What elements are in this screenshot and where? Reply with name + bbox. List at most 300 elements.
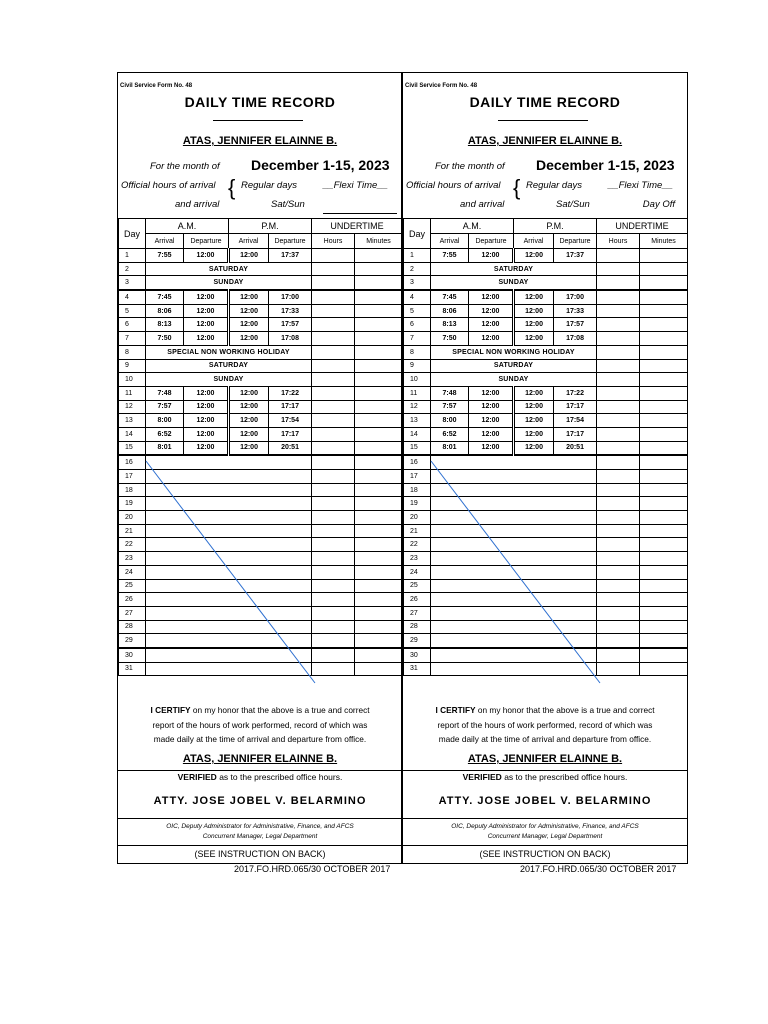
ut-minutes [640,400,688,414]
pm-arrival: 12:00 [514,400,554,414]
time-record-table [403,218,688,676]
pm-arrival: 12:00 [514,318,554,332]
table-row [119,249,403,263]
certify-bold: I CERTIFY [435,705,476,715]
day-number: 22 [404,538,431,552]
dtr-form-right [402,72,688,864]
day-off-label: Day Off [642,199,675,210]
sat-sun-label: Sat/Sun [271,199,305,210]
empty-cell [431,483,597,497]
empty-cell [431,455,597,469]
ut-minutes [355,620,403,634]
pm-arrival: 12:00 [229,441,269,455]
approver-name: ATTY. JOSE JOBEL V. BELARMINO [438,795,652,807]
ut-hours [597,511,640,525]
empty-cell [146,538,312,552]
day-number: 17 [404,470,431,484]
am-arrival: 7:50 [431,332,469,346]
table-row [404,290,688,304]
am-arrival: 7:55 [146,249,184,263]
table-row [404,538,688,552]
day-number: 28 [119,620,146,634]
table-row [119,262,403,276]
empty-cell [146,620,312,634]
day-number: 9 [119,359,146,373]
ut-minutes [640,304,688,318]
ut-minutes [640,414,688,428]
day-number: 22 [119,538,146,552]
ut-hours [597,332,640,346]
form-code-left: 2017.FO.HRD.065/30 OCTOBER 2017 [234,864,391,874]
ut-hours [597,373,640,387]
day-number: 5 [404,304,431,318]
day-number: 27 [119,606,146,620]
am-departure: 12:00 [184,441,229,455]
day-note: SUNDAY [146,276,312,290]
table-row [404,634,688,648]
pm-departure: 17:17 [269,427,312,441]
am-departure: 12:00 [184,414,229,428]
empty-cell [431,552,597,566]
table-row [404,662,688,676]
ut-minutes [355,304,403,318]
day-number: 6 [404,318,431,332]
ut-hours [597,470,640,484]
ut-hours [597,620,640,634]
am-departure: 12:00 [184,249,229,263]
ut-hours [597,290,640,304]
empty-cell [146,593,312,607]
empty-cell [146,634,312,648]
sat-sun-label: Sat/Sun [556,199,590,210]
ut-hours [597,359,640,373]
ut-minutes [355,386,403,400]
ut-hours [597,524,640,538]
and-arrival-label: and arrival [460,199,505,210]
month-label: For the month of [150,161,220,172]
day-number: 5 [119,304,146,318]
ut-minutes [640,332,688,346]
header-day: Day [119,219,146,249]
empty-cell [431,497,597,511]
day-number: 15 [119,441,146,455]
pm-arrival: 12:00 [514,427,554,441]
am-departure: 12:00 [469,441,514,455]
ut-minutes [355,648,403,662]
ut-minutes [355,455,403,469]
ut-minutes [640,290,688,304]
header-am-departure: Departure [184,234,229,249]
ut-hours [597,345,640,359]
am-arrival: 7:57 [146,400,184,414]
ut-minutes [640,538,688,552]
certification-text [403,703,687,747]
table-row [119,332,403,346]
pm-departure: 17:00 [554,290,597,304]
am-departure: 12:00 [469,318,514,332]
day-number: 30 [119,648,146,662]
header-undertime: UNDERTIME [312,219,403,234]
ut-minutes [355,593,403,607]
divider-line [118,770,402,771]
day-number: 2 [119,262,146,276]
approver-position-line2: Concurrent Manager, Legal Department [202,833,318,840]
ut-minutes [355,511,403,525]
ut-minutes [355,606,403,620]
day-number: 6 [119,318,146,332]
table-row [404,455,688,469]
ut-hours [597,400,640,414]
table-row [119,511,403,525]
employee-signature-name: ATAS, JENNIFER ELAINNE B. [467,753,623,765]
day-number: 26 [119,593,146,607]
ut-minutes [640,511,688,525]
table-row [404,400,688,414]
am-arrival: 7:55 [431,249,469,263]
ut-hours [312,441,355,455]
ut-minutes [640,648,688,662]
header-ut-minutes: Minutes [355,234,403,249]
ut-minutes [355,359,403,373]
table-row [404,620,688,634]
pm-departure: 17:08 [269,332,312,346]
divider-line [403,845,687,846]
form-title: DAILY TIME RECORD [469,94,621,110]
ut-minutes [640,386,688,400]
ut-minutes [355,345,403,359]
certification-text [118,703,402,747]
pm-arrival: 12:00 [514,304,554,318]
pm-arrival: 12:00 [229,400,269,414]
verified-rest: as to the prescribed office hours. [501,772,628,782]
table-row [404,386,688,400]
pm-departure: 17:08 [554,332,597,346]
am-departure: 12:00 [184,290,229,304]
empty-cell [431,648,597,662]
header-pm-arrival: Arrival [514,234,554,249]
day-number: 19 [404,497,431,511]
am-departure: 12:00 [184,332,229,346]
official-hours-label: Official hours of arrival [406,180,501,191]
day-number: 11 [119,386,146,400]
day-note: SUNDAY [146,373,312,387]
day-number: 12 [119,400,146,414]
am-arrival: 7:45 [146,290,184,304]
pm-arrival: 12:00 [229,332,269,346]
am-arrival: 8:00 [431,414,469,428]
am-arrival: 7:50 [146,332,184,346]
table-row [404,414,688,428]
header-pm-arrival: Arrival [229,234,269,249]
empty-cell [431,606,597,620]
table-row [404,593,688,607]
am-departure: 12:00 [184,400,229,414]
ut-hours [312,620,355,634]
day-number: 28 [404,620,431,634]
ut-minutes [640,249,688,263]
ut-hours [597,441,640,455]
table-row [404,427,688,441]
table-row [404,497,688,511]
verified-text [118,772,402,782]
day-number: 20 [119,511,146,525]
certify-line2: report of the hours of work performed, record of which was [437,719,653,730]
instruction-note: (SEE INSTRUCTION ON BACK) [194,849,326,859]
brace-icon: { [228,175,236,200]
ut-hours [312,552,355,566]
table-row [404,552,688,566]
pm-departure: 20:51 [269,441,312,455]
table-row [404,606,688,620]
header-am-arrival: Arrival [431,234,469,249]
day-number: 21 [404,524,431,538]
pm-arrival: 12:00 [229,249,269,263]
table-row [119,414,403,428]
ut-hours [597,593,640,607]
ut-hours [312,276,355,290]
day-number: 24 [119,565,146,579]
day-number: 4 [404,290,431,304]
official-hours-label: Official hours of arrival [121,180,216,191]
empty-cell [431,511,597,525]
table-row [404,579,688,593]
day-number: 13 [119,414,146,428]
ut-minutes [640,552,688,566]
pm-departure: 17:00 [269,290,312,304]
table-row [119,565,403,579]
table-row [119,304,403,318]
table-row [404,249,688,263]
header-pm: P.M. [229,219,312,234]
ut-hours [312,648,355,662]
month-label: For the month of [435,161,505,172]
day-note: SUNDAY [431,373,597,387]
approver-position [403,822,687,842]
header-am: A.M. [431,219,514,234]
day-note: SATURDAY [146,359,312,373]
ut-hours [312,262,355,276]
table-row [404,262,688,276]
ut-minutes [355,470,403,484]
header-ut-minutes: Minutes [640,234,688,249]
empty-cell [146,648,312,662]
table-row [119,470,403,484]
ut-hours [312,332,355,346]
empty-cell [431,593,597,607]
ut-minutes [640,483,688,497]
table-row [119,276,403,290]
table-row [404,483,688,497]
ut-minutes [640,318,688,332]
day-number: 31 [404,662,431,676]
ut-minutes [640,373,688,387]
ut-minutes [355,332,403,346]
csf-label: Civil Service Form No. 48 [120,83,193,89]
am-departure: 12:00 [469,400,514,414]
table-row [404,304,688,318]
ut-minutes [355,373,403,387]
am-departure: 12:00 [469,332,514,346]
divider-line [118,845,402,846]
day-number: 4 [119,290,146,304]
ut-minutes [355,538,403,552]
day-number: 11 [404,386,431,400]
table-row [119,455,403,469]
day-number: 14 [404,427,431,441]
ut-hours [312,634,355,648]
table-row [119,662,403,676]
and-arrival-label: and arrival [175,199,220,210]
ut-minutes [355,262,403,276]
ut-hours [312,593,355,607]
verified-rest: as to the prescribed office hours. [216,772,343,782]
table-row [119,593,403,607]
empty-cell [431,538,597,552]
certify-line2: report of the hours of work performed, record of which was [152,719,368,730]
pm-arrival: 12:00 [514,386,554,400]
am-arrival: 7:48 [146,386,184,400]
day-number: 2 [404,262,431,276]
month-value: December 1-15, 2023 [536,157,675,173]
am-arrival: 7:57 [431,400,469,414]
ut-minutes [355,552,403,566]
certify-line3: made daily at the time of arrival and departure from office. [438,734,652,744]
ut-hours [312,427,355,441]
instruction-note: (SEE INSTRUCTION ON BACK) [479,849,611,859]
empty-cell [146,606,312,620]
am-arrival: 6:52 [146,427,184,441]
am-arrival: 8:01 [431,441,469,455]
day-number: 1 [404,249,431,263]
divider-line [403,818,687,819]
pm-departure: 17:33 [554,304,597,318]
am-arrival: 8:13 [431,318,469,332]
table-row [119,620,403,634]
day-number: 21 [119,524,146,538]
day-number: 18 [119,483,146,497]
table-row [119,359,403,373]
flexi-time-label: __Flexi Time__ [608,180,673,191]
day-number: 30 [404,648,431,662]
header-ut-hours: Hours [312,234,355,249]
header-day: Day [404,219,431,249]
header-pm-departure: Departure [554,234,597,249]
empty-cell [431,620,597,634]
ut-hours [312,538,355,552]
ut-hours [597,538,640,552]
table-row [119,427,403,441]
ut-hours [597,648,640,662]
pm-departure: 17:17 [554,400,597,414]
ut-minutes [640,634,688,648]
certify-line1: on my honor that the above is a true and correct [190,705,370,715]
am-arrival: 8:01 [146,441,184,455]
day-number: 8 [119,345,146,359]
empty-cell [431,524,597,538]
day-note: SATURDAY [146,262,312,276]
ut-hours [312,662,355,676]
ut-hours [312,455,355,469]
am-departure: 12:00 [469,386,514,400]
ut-minutes [640,606,688,620]
ut-hours [597,427,640,441]
ut-minutes [640,345,688,359]
divider-line [118,818,402,819]
certify-bold: I CERTIFY [150,705,191,715]
day-number: 31 [119,662,146,676]
day-number: 13 [404,414,431,428]
pm-departure: 17:17 [554,427,597,441]
ut-minutes [355,400,403,414]
pm-departure: 17:22 [269,386,312,400]
am-departure: 12:00 [184,304,229,318]
ut-hours [597,276,640,290]
table-row [119,648,403,662]
ut-minutes [355,483,403,497]
ut-hours [597,497,640,511]
ut-minutes [640,662,688,676]
divider-line [403,770,687,771]
table-row [404,524,688,538]
ut-minutes [640,427,688,441]
am-departure: 12:00 [184,386,229,400]
pm-arrival: 12:00 [229,304,269,318]
empty-cell [431,579,597,593]
empty-cell [146,511,312,525]
empty-cell [431,634,597,648]
pm-arrival: 12:00 [514,332,554,346]
employee-name: ATAS, JENNIFER ELAINNE B. [467,135,623,147]
pm-departure: 17:57 [269,318,312,332]
ut-hours [312,359,355,373]
day-number: 16 [119,455,146,469]
pm-departure: 17:33 [269,304,312,318]
ut-hours [312,373,355,387]
ut-hours [597,634,640,648]
ut-hours [312,318,355,332]
table-row [404,276,688,290]
certify-line3: made daily at the time of arrival and departure from office. [153,734,367,744]
table-row [119,552,403,566]
underline [323,213,397,214]
ut-minutes [640,455,688,469]
header-am-departure: Departure [469,234,514,249]
approver-name: ATTY. JOSE JOBEL V. BELARMINO [153,795,367,807]
time-record-table [118,218,403,676]
ut-minutes [355,318,403,332]
ut-hours [312,483,355,497]
day-number: 10 [119,373,146,387]
ut-hours [597,455,640,469]
day-note: SPECIAL NON WORKING HOLIDAY [431,345,597,359]
verified-bold: VERIFIED [177,772,217,782]
dtr-form-left [117,72,402,864]
am-arrival: 6:52 [431,427,469,441]
ut-minutes [355,565,403,579]
ut-minutes [355,497,403,511]
empty-cell [431,470,597,484]
blank-line [498,120,588,121]
empty-cell [146,455,312,469]
day-number: 17 [119,470,146,484]
pm-arrival: 12:00 [514,441,554,455]
ut-hours [597,386,640,400]
am-departure: 12:00 [469,414,514,428]
ut-minutes [640,524,688,538]
table-row [119,290,403,304]
ut-hours [312,290,355,304]
ut-minutes [355,524,403,538]
